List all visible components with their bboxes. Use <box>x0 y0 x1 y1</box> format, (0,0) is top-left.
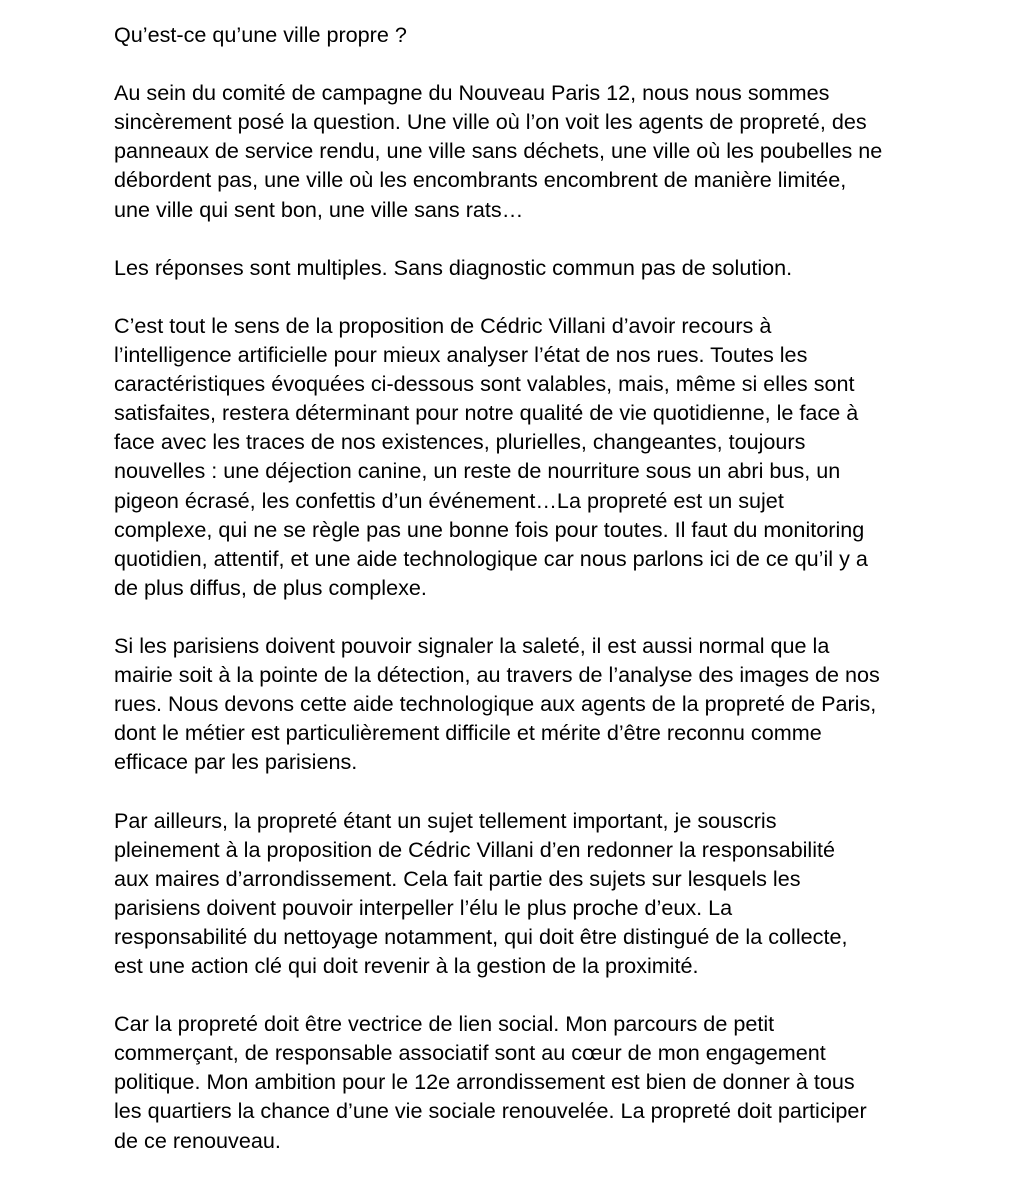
text-line: nouvelles : une déjection canine, un reste de nourriture sous un abri bus, un <box>114 458 841 484</box>
text-line: Au sein du comité de campagne du Nouveau Paris 12, nous nous sommes <box>114 80 830 106</box>
document-title <box>114 20 1014 49</box>
text-line: politique. Mon ambition pour le 12e arrondissement est bien de donner à tous <box>114 1069 855 1095</box>
paragraph-1 <box>114 78 1014 223</box>
text-line: Qu’est-ce qu’une ville propre ? <box>114 22 407 47</box>
text-line: satisfaites, restera déterminant pour notre qualité de vie quotidienne, le face à <box>114 400 859 426</box>
text-line: C’est tout le sens de la proposition de Cédric Villani d’avoir recours à <box>114 312 772 338</box>
text-line: pleinement à la proposition de Cédric Villani d’en redonner la responsabilité <box>114 836 836 862</box>
text-line: Si les parisiens doivent pouvoir signaler la saleté, il est aussi normal que la <box>114 632 830 658</box>
text-line: parisiens doivent pouvoir interpeller l’élu le plus proche d’eux. La <box>114 894 733 920</box>
text-line: responsabilité du nettoyage notamment, qui doit être distingué de la collecte, <box>114 923 848 949</box>
text-line: face avec les traces de nos existences, plurielles, changeantes, toujours <box>114 429 806 455</box>
paragraph-4 <box>114 631 1014 776</box>
text-line: pigeon écrasé, les confettis d’un événement…La propreté est un sujet <box>114 487 784 513</box>
text-line: l’intelligence artificielle pour mieux analyser l’état de nos rues. Toutes les <box>114 342 808 368</box>
text-line: commerçant, de responsable associatif sont au cœur de mon engagement <box>114 1040 826 1066</box>
text-line: mairie soit à la pointe de la détection, au travers de l’analyse des images de nos <box>114 662 880 688</box>
text-line: complexe, qui ne se règle pas une bonne fois pour toutes. Il faut du monitoring <box>114 516 865 542</box>
text-line: caractéristiques évoquées ci-dessous sont valables, mais, même si elles sont <box>114 371 855 397</box>
paragraph-2 <box>114 253 1014 282</box>
text-line: Par ailleurs, la propreté étant un sujet tellement important, je souscris <box>114 807 777 833</box>
text-line: de ce renouveau. <box>114 1127 281 1153</box>
text-line: rues. Nous devons cette aide technologique aux agents de la propreté de Paris, <box>114 691 877 717</box>
text-line: aux maires d’arrondissement. Cela fait partie des sujets sur lesquels les <box>114 865 801 891</box>
paragraph-6 <box>114 1009 1014 1154</box>
text-line: panneaux de service rendu, une ville sans déchets, une ville où les poubelles ne <box>114 138 883 164</box>
text-line: une ville qui sent bon, une ville sans rats… <box>114 196 524 222</box>
text-line: Car la propreté doit être vectrice de lien social. Mon parcours de petit <box>114 1011 775 1037</box>
text-line: Les réponses sont multiples. Sans diagnostic commun pas de solution. <box>114 254 793 280</box>
text-line: quotidien, attentif, et une aide technologique car nous parlons ici de ce qu’il y a <box>114 545 868 571</box>
text-line: dont le métier est particulièrement difficile et mérite d’être reconnu comme <box>114 720 822 746</box>
paragraph-3 <box>114 311 1014 602</box>
text-line: débordent pas, une ville où les encombrants encombrent de manière limitée, <box>114 167 847 193</box>
text-line: les quartiers la chance d’une vie sociale renouvelée. La propreté doit participer <box>114 1098 867 1124</box>
text-line: sincèrement posé la question. Une ville où l’on voit les agents de propreté, des <box>114 109 867 135</box>
text-line: efficace par les parisiens. <box>114 749 358 775</box>
text-line: de plus diffus, de plus complexe. <box>114 574 427 600</box>
text-line: est une action clé qui doit revenir à la gestion de la proximité. <box>114 953 699 978</box>
paragraph-5 <box>114 806 1014 981</box>
document-body <box>114 20 1014 1184</box>
